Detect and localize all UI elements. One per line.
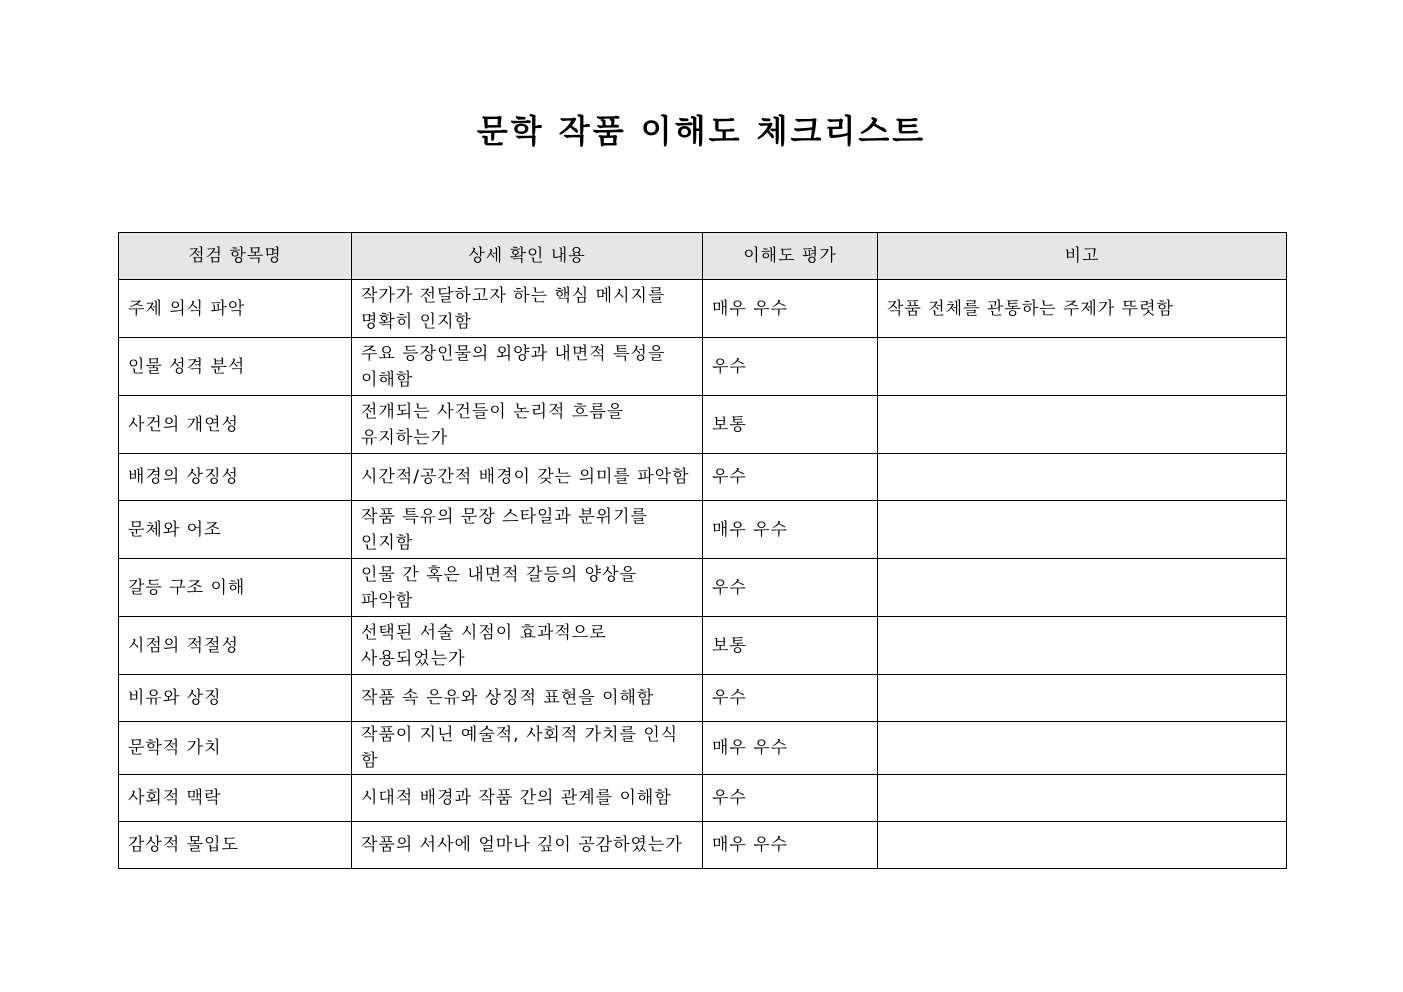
item-name-cell: 문학적 가치 xyxy=(119,722,352,775)
table-row xyxy=(119,675,1287,722)
detail-cell xyxy=(352,501,703,559)
table-row xyxy=(119,775,1287,822)
note-cell xyxy=(878,559,1287,617)
item-name-cell: 비유와 상징 xyxy=(119,675,352,722)
note-cell: 작품 전체를 관통하는 주제가 뚜렷함 xyxy=(878,280,1287,338)
detail-line: 시간적/공간적 배경이 갖는 의미를 파악함 xyxy=(361,467,690,487)
note-cell xyxy=(878,722,1287,775)
header-item-name: 점검 항목명 xyxy=(119,233,352,280)
rating-cell: 매우 우수 xyxy=(703,822,878,869)
detail-line: 작품의 서사에 얼마나 깊이 공감하였는가 xyxy=(361,835,683,855)
table-body xyxy=(119,280,1287,869)
detail-cell xyxy=(352,722,703,775)
table-row xyxy=(119,822,1287,869)
table-row xyxy=(119,501,1287,559)
detail-line: 작품이 지닌 예술적, 사회적 가치를 인식함 xyxy=(361,725,679,771)
item-name-cell: 사회적 맥락 xyxy=(119,775,352,822)
detail-line: 이해함 xyxy=(361,369,414,390)
rating-cell: 우수 xyxy=(703,338,878,396)
table-row xyxy=(119,280,1287,338)
item-name-cell: 감상적 몰입도 xyxy=(119,822,352,869)
table-row xyxy=(119,722,1287,775)
detail-line: 작품 특유의 문장 스타일과 분위기를 xyxy=(361,506,648,527)
rating-cell: 보통 xyxy=(703,396,878,454)
header-note: 비고 xyxy=(878,233,1287,280)
detail-cell xyxy=(352,559,703,617)
note-cell xyxy=(878,454,1287,501)
rating-cell: 우수 xyxy=(703,675,878,722)
rating-cell: 우수 xyxy=(703,775,878,822)
rating-cell: 우수 xyxy=(703,559,878,617)
header-rating: 이해도 평가 xyxy=(703,233,878,280)
rating-cell: 매우 우수 xyxy=(703,280,878,338)
detail-line: 시대적 배경과 작품 간의 관계를 이해함 xyxy=(361,788,672,808)
detail-line: 주요 등장인물의 외양과 내면적 특성을 xyxy=(361,343,666,364)
note-cell xyxy=(878,675,1287,722)
note-cell xyxy=(878,396,1287,454)
checklist-table xyxy=(118,232,1287,869)
rating-cell: 매우 우수 xyxy=(703,722,878,775)
item-name-cell: 인물 성격 분석 xyxy=(119,338,352,396)
note-cell xyxy=(878,501,1287,559)
detail-line: 인지함 xyxy=(361,532,414,553)
detail-cell xyxy=(352,454,703,501)
detail-cell xyxy=(352,617,703,675)
header-row xyxy=(119,233,1287,280)
detail-cell xyxy=(352,280,703,338)
note-cell xyxy=(878,775,1287,822)
detail-line: 파악함 xyxy=(361,590,414,611)
rating-cell: 매우 우수 xyxy=(703,501,878,559)
note-cell xyxy=(878,822,1287,869)
item-name-cell: 문체와 어조 xyxy=(119,501,352,559)
item-name-cell: 사건의 개연성 xyxy=(119,396,352,454)
item-name-cell: 갈등 구조 이해 xyxy=(119,559,352,617)
page-title: 문학 작품 이해도 체크리스트 xyxy=(476,112,927,150)
table-row xyxy=(119,338,1287,396)
detail-line: 작품 속 은유와 상징적 표현을 이해함 xyxy=(361,688,655,708)
table-row xyxy=(119,396,1287,454)
detail-line: 인물 간 혹은 내면적 갈등의 양상을 xyxy=(361,564,637,585)
table-row xyxy=(119,559,1287,617)
item-name-cell: 시점의 적절성 xyxy=(119,617,352,675)
rating-cell: 우수 xyxy=(703,454,878,501)
header-detail: 상세 확인 내용 xyxy=(352,233,703,280)
item-name-cell: 배경의 상징성 xyxy=(119,454,352,501)
note-cell xyxy=(878,338,1287,396)
detail-line: 유지하는가 xyxy=(361,427,449,448)
detail-cell xyxy=(352,338,703,396)
table-row xyxy=(119,617,1287,675)
detail-cell xyxy=(352,396,703,454)
detail-line: 사용되었는가 xyxy=(361,648,466,669)
detail-cell xyxy=(352,822,703,869)
table-row xyxy=(119,454,1287,501)
detail-line: 전개되는 사건들이 논리적 흐름을 xyxy=(361,401,625,422)
detail-line: 작가가 전달하고자 하는 핵심 메시지를 xyxy=(361,285,666,306)
detail-line: 선택된 서술 시점이 효과적으로 xyxy=(361,622,607,643)
detail-line: 명확히 인지함 xyxy=(361,311,472,332)
item-name-cell: 주제 의식 파악 xyxy=(119,280,352,338)
rating-cell: 보통 xyxy=(703,617,878,675)
note-cell xyxy=(878,617,1287,675)
table-header xyxy=(119,233,1287,280)
detail-cell xyxy=(352,775,703,822)
detail-cell xyxy=(352,675,703,722)
